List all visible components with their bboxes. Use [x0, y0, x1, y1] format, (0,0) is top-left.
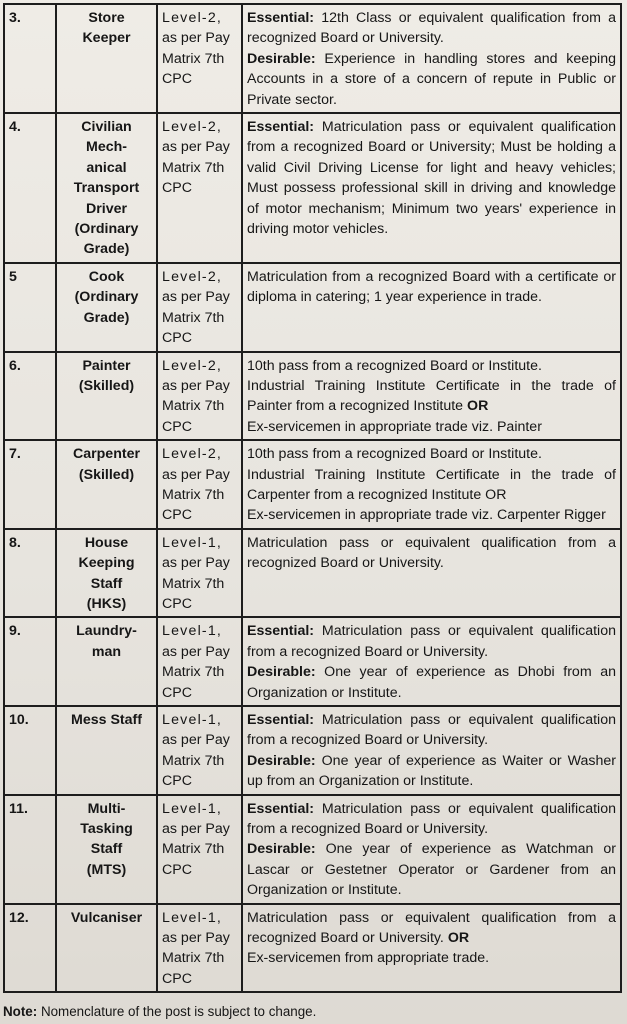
qualification-text: Matriculation pass or equivalent qualification from a recognized Board or University. — [247, 623, 616, 660]
serial-number: 9. — [4, 617, 56, 706]
pay-level-line: CPC — [162, 330, 192, 347]
qualification — [242, 529, 621, 618]
post-name-line: Grade) — [83, 241, 130, 258]
pay-level-line: as per Pay — [162, 139, 230, 156]
table-row — [4, 352, 621, 441]
qualification-text: Ex-servicemen in appropriate trade viz. Painter — [247, 418, 542, 435]
post-name-line: Painter — [82, 357, 131, 374]
qualification-paragraph — [247, 444, 616, 464]
post-name-line: (Skilled) — [78, 466, 135, 483]
post-name — [56, 440, 157, 529]
pay-level-line: Matrix 7th — [162, 50, 225, 67]
qualification-paragraph — [247, 710, 616, 751]
pay-level-line: CPC — [162, 180, 192, 197]
qualification-text: 12th Class or equivalent qualification from a recognized Board or University. — [247, 10, 616, 47]
qualification-paragraph — [247, 533, 616, 574]
qualification-paragraph — [247, 376, 616, 417]
qualification-text: Matriculation pass or equivalent qualification from a recognized Board or University. — [247, 712, 616, 749]
qualification-text: One year of experience as Watchman or Lascar or Gestetner Operator or Gardener from an Organization or Institute. — [247, 841, 616, 899]
pay-level-line: CPC — [162, 970, 192, 987]
pay-level-line: as per Pay — [162, 732, 230, 749]
pay-level-line: CPC — [162, 773, 192, 790]
serial-number: 8. — [4, 529, 56, 618]
qualification-paragraph — [247, 117, 616, 239]
pay-level-line: Level-1, — [162, 534, 223, 551]
qualification-paragraph — [247, 49, 616, 110]
post-name-line: (Skilled) — [78, 377, 135, 394]
qualification — [242, 795, 621, 904]
pay-level — [157, 706, 242, 795]
qualification-paragraph — [247, 267, 616, 308]
qualification-text: Industrial Training Institute Certificate in the trade of Carpenter from a recognized Institute OR — [247, 466, 616, 503]
qualification-text: Matriculation pass or equivalent qualification from a recognized Board or University. — [247, 909, 616, 947]
qualification-paragraph — [247, 799, 616, 840]
pay-level-line: Level-2, — [162, 119, 223, 136]
or-connector: OR — [467, 398, 489, 415]
qualification-paragraph — [247, 662, 616, 703]
pay-level-line: Matrix 7th — [162, 486, 225, 503]
pay-level — [157, 4, 242, 113]
qualification-text: Matriculation pass or equivalent qualification from a recognized Board or University. — [247, 800, 616, 838]
post-name — [56, 706, 157, 795]
qualification — [242, 4, 621, 113]
post-name-line: Staff — [90, 841, 123, 858]
qualification — [242, 113, 621, 263]
pay-level-line: Level-1, — [162, 623, 223, 640]
pay-level — [157, 113, 242, 263]
pay-level-line: CPC — [162, 507, 192, 524]
table-row — [4, 706, 621, 795]
qualification-paragraph — [247, 465, 616, 506]
post-name-line: Civilian — [81, 119, 132, 136]
pay-level-line: Level-2, — [162, 446, 223, 463]
pay-level-line: as per Pay — [162, 643, 230, 660]
qualification-paragraph — [247, 948, 616, 968]
pay-level-line: Matrix 7th — [162, 159, 225, 176]
pay-level-line: as per Pay — [162, 555, 230, 572]
post-name — [56, 904, 157, 993]
serial-number: 7. — [4, 440, 56, 529]
post-name-line: anical — [86, 159, 127, 176]
pay-level-line: CPC — [162, 861, 192, 878]
pay-level-line: Level-1, — [162, 712, 223, 728]
table-row — [4, 529, 621, 618]
qualification-paragraph — [247, 417, 616, 437]
pay-level-line: Level-1, — [162, 909, 223, 926]
post-name-line: Transport — [73, 180, 140, 197]
qualification-text: Experience in handling stores and keeping Accounts in a store of a concern of repute in Public or Private sector. — [247, 50, 616, 108]
post-name — [56, 617, 157, 706]
post-name-line: (HKS) — [86, 595, 127, 612]
pay-level — [157, 904, 242, 993]
pay-level-line: Matrix 7th — [162, 841, 225, 858]
post-name — [56, 529, 157, 618]
pay-level-line: CPC — [162, 684, 192, 701]
qualification-paragraph — [247, 839, 616, 900]
pay-level — [157, 440, 242, 529]
pay-level-line: as per Pay — [162, 289, 230, 306]
qualification-paragraph — [247, 356, 616, 376]
qualification-text: Ex-servicemen from appropriate trade. — [247, 950, 490, 967]
qualification-text: Matriculation from a recognized Board with a certificate or diploma in catering; 1 year experience in trade. — [247, 268, 616, 306]
footnote-label: Note: — [3, 1004, 38, 1019]
qualification-text: Matriculation pass or equivalent qualification from a recognized Board or University. — [247, 534, 616, 572]
pay-level-line: as per Pay — [162, 30, 230, 47]
qualification — [242, 706, 621, 795]
posts-table — [3, 3, 622, 993]
serial-number: 11. — [4, 795, 56, 904]
serial-number: 3. — [4, 4, 56, 113]
post-name-line: Carpenter — [72, 446, 141, 463]
post-name — [56, 795, 157, 904]
qualification-label: Desirable: — [247, 664, 316, 681]
pay-level-line: as per Pay — [162, 821, 230, 838]
pay-level-line: CPC — [162, 71, 192, 88]
pay-level-line: Level-2, — [162, 357, 223, 374]
qualification-label: Desirable: — [247, 752, 316, 769]
qualification — [242, 904, 621, 993]
pay-level-line: CPC — [162, 595, 192, 612]
table-row — [4, 113, 621, 263]
qualification-paragraph — [247, 505, 616, 525]
post-name-line: Keeper — [82, 30, 131, 47]
qualification-text: Ex-servicemen in appropriate trade viz. Carpenter Rigger — [247, 507, 606, 524]
qualification-paragraph — [247, 621, 616, 662]
pay-level-line: Level-2, — [162, 10, 223, 26]
post-name-line: Store — [88, 10, 125, 26]
post-name-line: House — [84, 534, 129, 551]
qualification-paragraph — [247, 8, 616, 49]
qualification-label: Essential: — [247, 800, 315, 817]
qualification — [242, 440, 621, 529]
qualification — [242, 617, 621, 706]
serial-number: 12. — [4, 904, 56, 993]
post-name-line: Laundry- — [76, 623, 137, 640]
pay-level — [157, 617, 242, 706]
pay-level-line: Matrix 7th — [162, 575, 225, 592]
post-name — [56, 352, 157, 441]
post-name — [56, 263, 157, 352]
table-row — [4, 440, 621, 529]
footnote-text: Nomenclature of the post is subject to change. — [37, 1004, 317, 1019]
qualification — [242, 263, 621, 352]
table-row — [4, 617, 621, 706]
posts-table-body — [4, 4, 621, 992]
pay-level-line: Matrix 7th — [162, 950, 225, 967]
serial-number: 10. — [4, 706, 56, 795]
pay-level — [157, 352, 242, 441]
qualification-paragraph — [247, 751, 616, 792]
pay-level-line: Matrix 7th — [162, 309, 225, 326]
post-name-line: (Ordinary — [74, 289, 139, 306]
qualification-text: 10th pass from a recognized Board or Institute. — [247, 446, 542, 463]
pay-level-line: as per Pay — [162, 377, 230, 394]
footnote — [3, 1003, 316, 1021]
pay-level-line: Matrix 7th — [162, 664, 225, 681]
pay-level-line: as per Pay — [162, 930, 230, 947]
qualification-text: Matriculation pass or equivalent qualification from a recognized Board or University; Must be holding a valid Civil Driving License for light and heavy vehicles; Must possess professional skill in driving and knowledge of motor mechanism; Minimum two years' experience in driving motor vehicles. — [247, 119, 616, 238]
post-name-line: Mech- — [86, 139, 127, 156]
post-name-line: Vulcaniser — [70, 909, 143, 926]
post-name-line: Cook — [88, 268, 125, 285]
qualification-text: 10th pass from a recognized Board or Institute. — [247, 357, 542, 374]
qualification-label: Essential: — [247, 10, 315, 26]
qualification — [242, 352, 621, 441]
qualification-text: Industrial Training Institute Certificate in the trade of Painter from a recognized Institute — [247, 377, 616, 415]
post-name-line: Driver — [85, 200, 127, 217]
qualification-paragraph — [247, 908, 616, 949]
qualification-text: One year of experience as Dhobi from an Organization or Institute. — [247, 664, 616, 701]
post-name-line: Keeping — [78, 555, 135, 572]
serial-number: 6. — [4, 352, 56, 441]
qualification-label: Essential: — [247, 712, 315, 728]
post-name-line: (Ordinary — [74, 221, 139, 238]
serial-number: 5 — [4, 263, 56, 352]
pay-level-line: Level-2, — [162, 268, 223, 285]
post-name-line: Tasking — [80, 821, 133, 838]
post-name — [56, 4, 157, 113]
qualification-label: Desirable: — [247, 50, 316, 67]
post-name — [56, 113, 157, 263]
pay-level — [157, 263, 242, 352]
qualification-label: Desirable: — [247, 841, 316, 858]
table-row — [4, 263, 621, 352]
pay-level-line: Level-1, — [162, 800, 223, 817]
qualification-text: One year of experience as Waiter or Washer up from an Organization or Institute. — [247, 752, 616, 790]
pay-level-line: Matrix 7th — [162, 398, 225, 415]
pay-level-line: Matrix 7th — [162, 752, 225, 769]
table-row — [4, 4, 621, 113]
qualification-label: Essential: — [247, 119, 315, 136]
pay-level-line: as per Pay — [162, 466, 230, 483]
table-row — [4, 795, 621, 904]
table-row — [4, 904, 621, 993]
qualification-label: Essential: — [247, 623, 315, 640]
pay-level — [157, 795, 242, 904]
post-name-line: Multi- — [87, 800, 126, 817]
or-connector: OR — [447, 930, 470, 947]
post-name-line: Mess Staff — [71, 712, 142, 728]
post-name-line: man — [91, 643, 122, 660]
post-name-line: Staff — [90, 575, 123, 592]
post-name-line: (MTS) — [86, 861, 127, 878]
serial-number: 4. — [4, 113, 56, 263]
pay-level-line: CPC — [162, 418, 192, 435]
post-name-line: Grade) — [83, 309, 130, 326]
pay-level — [157, 529, 242, 618]
